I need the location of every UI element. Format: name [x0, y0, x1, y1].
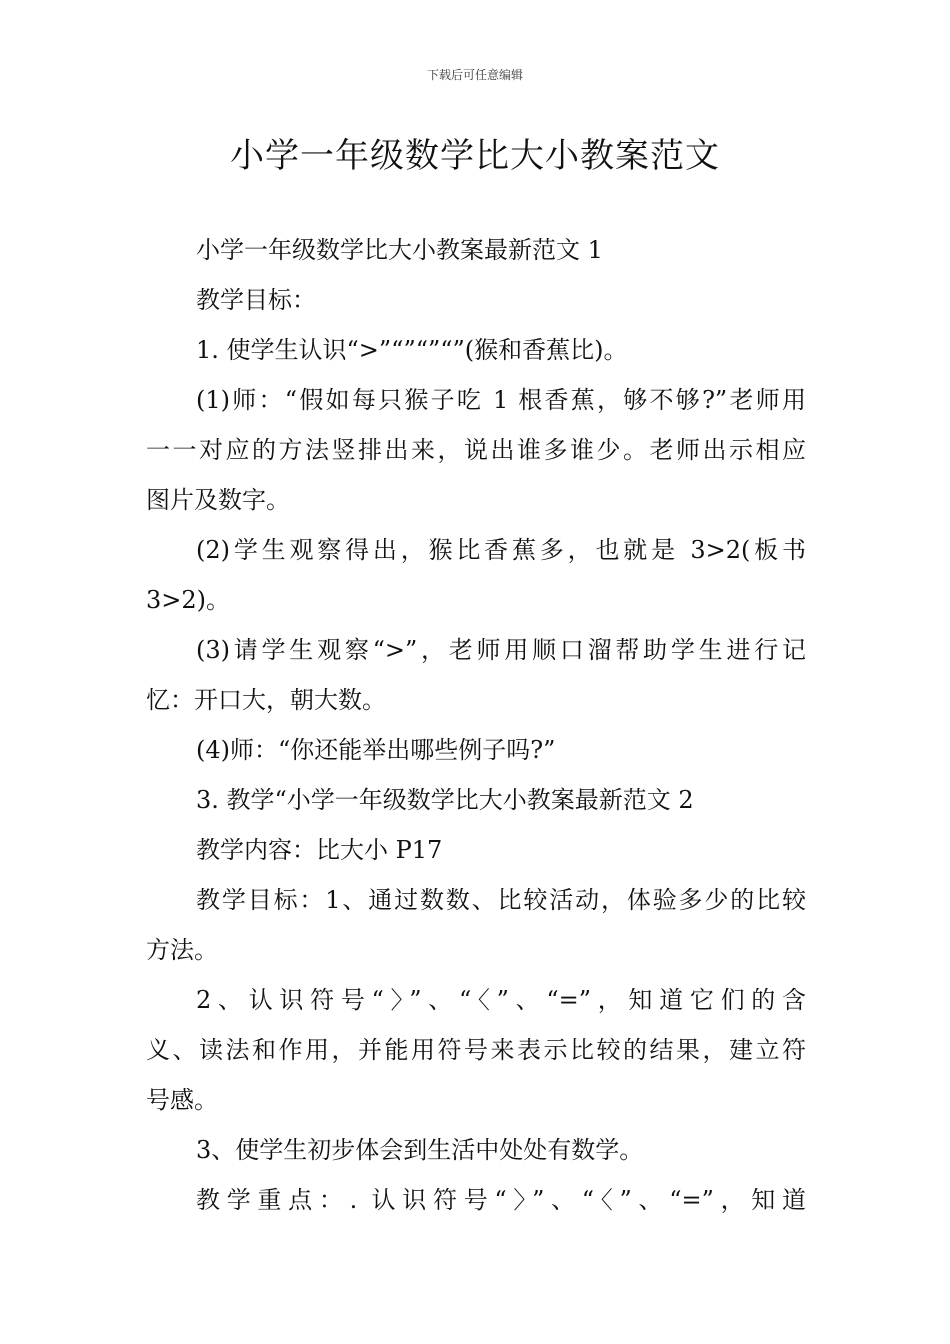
- paragraph-line: 图片及数字。: [146, 486, 290, 514]
- paragraph-line: (2)学生观察得出，猴比香蕉多，也就是 3>2(板书: [196, 536, 806, 564]
- paragraph-line: 教学目标：1、通过数数、比较活动，体验多少的比较: [196, 886, 806, 914]
- paragraph-line: 小学一年级数学比大小教案最新范文 1: [196, 236, 603, 264]
- paragraph-line: 方法。: [146, 936, 218, 964]
- paragraph-line: 3>2)。: [146, 586, 231, 614]
- paragraph-line: (1)师：“假如每只猴子吃 1 根香蕉，够不够?”老师用: [196, 386, 806, 414]
- paragraph-line: (4)师：“你还能举出哪些例子吗?”: [196, 736, 556, 764]
- paragraph-line: 教学目标：: [196, 286, 316, 314]
- paragraph-line: 义、读法和作用，并能用符号来表示比较的结果，建立符: [146, 1036, 806, 1064]
- paragraph-line: 1. 使学生认识“>”“”“”“”(猴和香蕉比)。: [196, 336, 628, 364]
- paragraph-line: 忆：开口大，朝大数。: [146, 686, 386, 714]
- document-title: 小学一年级数学比大小教案范文: [230, 136, 720, 176]
- paragraph-line: 教学重点：. 认识符号“〉”、“〈”、“=”，知道: [196, 1186, 806, 1214]
- paragraph-line: 3. 教学“小学一年级数学比大小教案最新范文 2: [196, 786, 694, 814]
- paragraph-line: 3、使学生初步体会到生活中处处有数学。: [196, 1136, 644, 1164]
- header-note: 下载后可任意编辑: [426, 68, 523, 82]
- paragraph-line: 号感。: [146, 1086, 218, 1114]
- paragraph-line: (3)请学生观察“>”，老师用顺口溜帮助学生进行记: [196, 636, 806, 664]
- paragraph-line: 2、认识符号“〉”、“〈”、“=”，知道它们的含: [196, 986, 806, 1014]
- paragraph-line: 教学内容：比大小 P17: [196, 836, 443, 864]
- paragraph-line: 一一对应的方法竖排出来，说出谁多谁少。老师出示相应: [146, 436, 806, 464]
